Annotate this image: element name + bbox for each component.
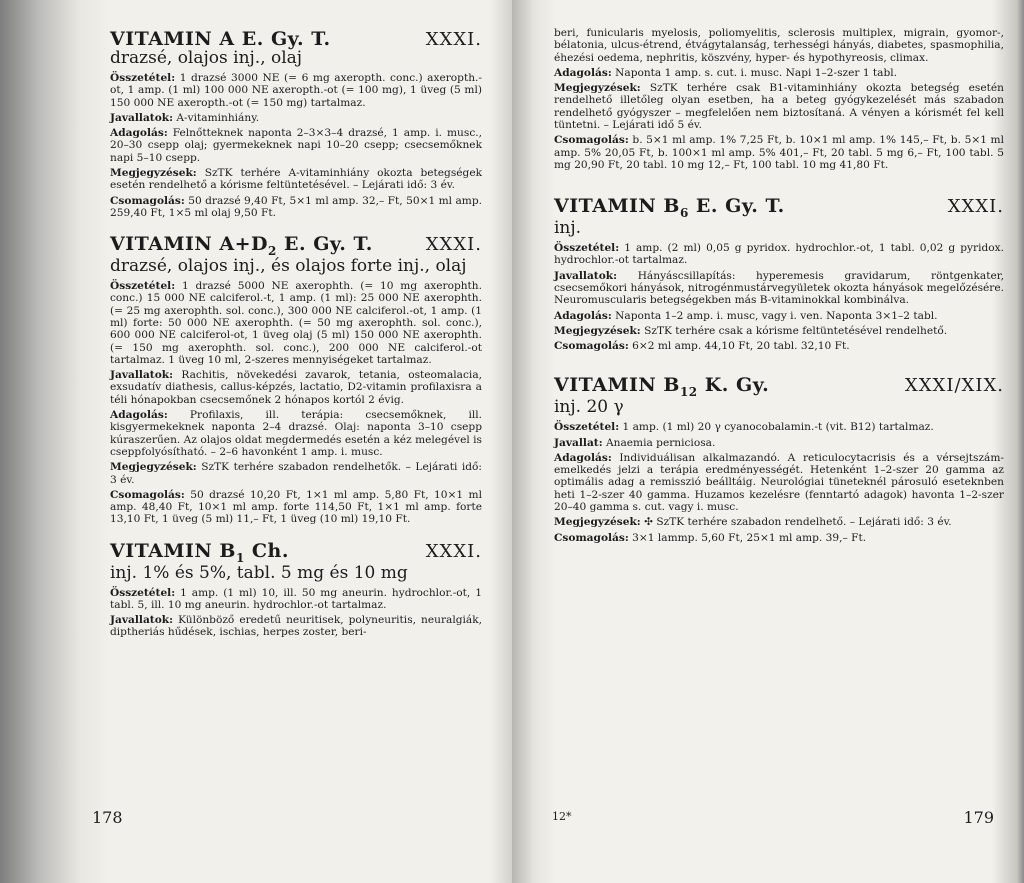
entry-subtitle: inj. 20 γ <box>554 397 624 418</box>
section-notes: Megjegyzések: SzTK terhére csak a kórisme feltüntetésével rendelhető. <box>554 324 948 337</box>
section-composition: Összetétel: 1 amp. (1 ml) 10, ill. 50 mg aneurin. hydrochlor.-ot, 1 tabl. 5, ill. 10 mg aneurin. hydrochlor.-ot tartalmaz. <box>110 586 482 611</box>
section-indications: Javallatok: Különböző eredetű neuritisek, polyneuritis, neuralgiák, diptheriás hűdések, ischias, herpes zoster, beri- <box>110 614 482 639</box>
section-composition: Összetétel: 1 drazsé 5000 NE axerophth. (= 10 mg axerophth. conc.) 15 000 NE calciferol.-t, 1 amp. (1 ml): 25 000 NE axerophth. (= 25 mg axerophth. sol. conc.), 300 000 NE calciferol.-ot, 1 amp. (1 ml) forte: 50 000 NE axerophth. (= 50 mg axerophth. sol. conc.), 600 000 NE calciferol-ot, 1 üveg olaj (5 ml) 150 000 NE axerophth. (= 150 mg axerophth. sol. conc.), 200 000 NE calciferol.-ot tartalmaz. 1 üveg 10 ml, 2-szeres mennyiségeket tartalmaz. <box>110 280 482 366</box>
entry-title: VITAMIN $B_1$ Ch. <box>110 539 289 565</box>
entry-subtitle: drazsé, olajos inj., olaj <box>110 48 303 68</box>
entry-code: XXXI. <box>425 234 482 256</box>
entry-code: XXXI. <box>947 196 1004 218</box>
section-notes: Megjegyzések: SzTK terhére szabadon rendelhetők. – Lejárati idő: 3 év. <box>110 461 482 486</box>
entry-vitamin-a-d2 <box>110 233 482 525</box>
section-notes: Megjegyzések: SzTK terhére A-vitaminhiány okozta betegségek esetén rendelhető a kórisme feltüntetésével. – Lejárati idő: 3 év. <box>110 167 483 192</box>
section-packaging: Csomagolás: b. 5×1 ml amp. 1% 7,25 Ft, b. 10×1 ml amp. 1% 145,– Ft, b. 5×1 ml amp. 5% 20,05 Ft, b. 100×1 ml amp. 5% 401,– Ft, 20 tabl. 5 mg 6,– Ft, 100 tabl. 5 mg 20,90 Ft, 20 tabl. 10 mg 12,– Ft, 100 tabl. 10 mg 41,80 Ft. <box>554 134 1004 171</box>
entry-subtitle: inj. 1% és 5%, tabl. 5 mg és 10 mg <box>110 562 408 583</box>
section-packaging: Csomagolás: 6×2 ml amp. 44,10 Ft, 20 tabl. 32,10 Ft. <box>554 340 850 353</box>
section-notes: Megjegyzések: SzTK terhére csak B1-vitaminhiány okozta betegség esetén rendelhető illetőleg olyan esetben, ha a beteg gyógykezelését más szabadon rendelhető gyógyszer – megfelelően nem biztosítaná. A vényen a kórismét fel kell tüntetni. – Lejárati idő 5 év. <box>554 82 1004 132</box>
entry-code: XXXI. <box>425 540 482 562</box>
section-indications: Javallatok: Hányáscsillapítás: hyperemesis gravidarum, röntgenkater, csecsemőkori hányások, nitrogénmustárvegyületek okozta hányások megelőzésére. Neuromuscularis betegségekben más B-vitaminokkal kombinálva. <box>554 269 1004 307</box>
section-packaging: Csomagolás: 50 drazsé 10,20 Ft, 1×1 ml amp. 5,80 Ft, 10×1 ml amp. 48,40 Ft, 10×1 ml amp. forte 114,50 Ft, 1×1 ml amp. forte 13,10 Ft, 1 üveg (5 ml) 11,– Ft, 1 üveg (10 ml) 19,10 Ft. <box>110 488 482 526</box>
section-dosage: Adagolás: Naponta 1 amp. s. cut. i. musc. Napi 1–2-szer 1 tabl. <box>554 66 898 79</box>
page-number: 179 <box>963 808 994 827</box>
entry-vitamin-b6 <box>554 195 1004 352</box>
entry-subtitle: drazsé, olajos inj., és olajos forte inj., olaj <box>110 256 467 277</box>
entry-vitamin-b12 <box>554 374 1004 543</box>
entry-subtitle: inj. <box>554 218 582 239</box>
section-dosage: Adagolás: Profilaxis, ill. terápia: csecsemőknek, ill. kisgyermekeknek naponta 2–4 drazsé. Olaj: naponta 3–10 csepp kúraszerűen. Az olajos oldat megdermedés esetén a kéz melegével is cseppfolyósítható. – 2–6 havonként 1 amp. i. musc. <box>110 409 482 458</box>
entry-vitamin-b1-continued <box>554 27 1004 171</box>
entry-title: VITAMIN $B_{12}$ K. Gy. <box>554 374 770 400</box>
section-indications: Javallatok: Rachitis, növekedési zavarok, tetania, osteomalacia, exsudatív diathesis, callus-képzés, lactatio, D2-vitamin profilaxisra a téli hónapokban csecsemőnek 2 hónapos kortól 2 évig. <box>110 369 482 406</box>
entry-title: VITAMIN $A+D_2$ E. Gy. T. <box>110 233 373 259</box>
signature-mark: 12* <box>552 810 572 823</box>
section-composition: Összetétel: 1 amp. (2 ml) 0,05 g pyridox. hydrochlor.-ot, 1 tabl. 0,02 g pyridox. hydrochlor.-ot tartalmaz. <box>554 242 1004 267</box>
section-notes: Megjegyzések: ✣ SzTK terhére szabadon rendelhető. – Lejárati idő: 3 év. <box>554 516 952 529</box>
entry-vitamin-a <box>110 28 482 219</box>
page-number: 178 <box>92 808 123 827</box>
continuation-text: beri, funicularis myelosis, poliomyelitis, sclerosis multiplex, migrain, gyomor-, bélatonia, ulcus-étrend, étvágytalanság, terhességi hányás, diabetes, spasmophilia, éhezési oedema, nephritis, köszvény, hyper- és hypothyreosis, climax. <box>554 27 1004 64</box>
section-dosage: Adagolás: Felnőtteknek naponta 2–3×3–4 drazsé, 1 amp. i. musc., 20–30 csepp olaj; gyermekeknek napi 10–20 csepp; csecsemőknek napi 5–10 csepp. <box>110 127 482 164</box>
section-indications: Javallatok: A-vitaminhiány. <box>110 111 260 124</box>
section-packaging: Csomagolás: 50 drazsé 9,40 Ft, 5×1 ml amp. 32,– Ft, 50×1 ml amp. 259,40 Ft, 1×5 ml olaj 9,50 Ft. <box>110 194 483 219</box>
right-page <box>512 0 1024 883</box>
section-packaging: Csomagolás: 3×1 lammp. 5,60 Ft, 25×1 ml amp. 39,– Ft. <box>554 531 867 544</box>
entry-code: XXXI/XIX. <box>904 375 1004 397</box>
entry-title: VITAMIN A E. Gy. T. <box>110 28 331 50</box>
section-dosage: Adagolás: Individuálisan alkalmazandó. A reticulocytacrisis és a vérsejtszám-emelkedés jelzi a terápia eredményességét. Hetenként 1–2-szer 20 gamma az optimális adag a remisszió beálltáig. Neurológiai tüneteknél párosuló eseteknben heti 1–2-szer 40 gamma. Huzamos kezelésre (fenntartó adagok) havonta 1–2-szer 20–40 gamma s. cut. vagy i. musc. <box>554 451 1004 514</box>
section-dosage: Adagolás: Naponta 1–2 amp. i. musc, vagy i. ven. Naponta 3×1–2 tabl. <box>554 309 938 322</box>
section-indication: Javallat: Anaemia perniciosa. <box>554 436 716 449</box>
entry-code: XXXI. <box>425 29 482 50</box>
section-composition: Összetétel: 1 drazsé 3000 NE (= 6 mg axeropth. conc.) axeropth.-ot, 1 amp. (1 ml) 100 000 NE axeropth.-ot (= 100 mg), 1 üveg (5 ml) 150 000 NE axeropth.-ot (= 150 mg) tartalmaz. <box>110 72 482 109</box>
section-composition: Összetétel: 1 amp. (1 ml) 20 γ cyanocobalamin.-t (vit. B12) tartalmaz. <box>554 421 934 434</box>
entry-vitamin-b1 <box>110 540 482 639</box>
entry-title: VITAMIN $B_6$ E. Gy. T. <box>554 195 785 221</box>
